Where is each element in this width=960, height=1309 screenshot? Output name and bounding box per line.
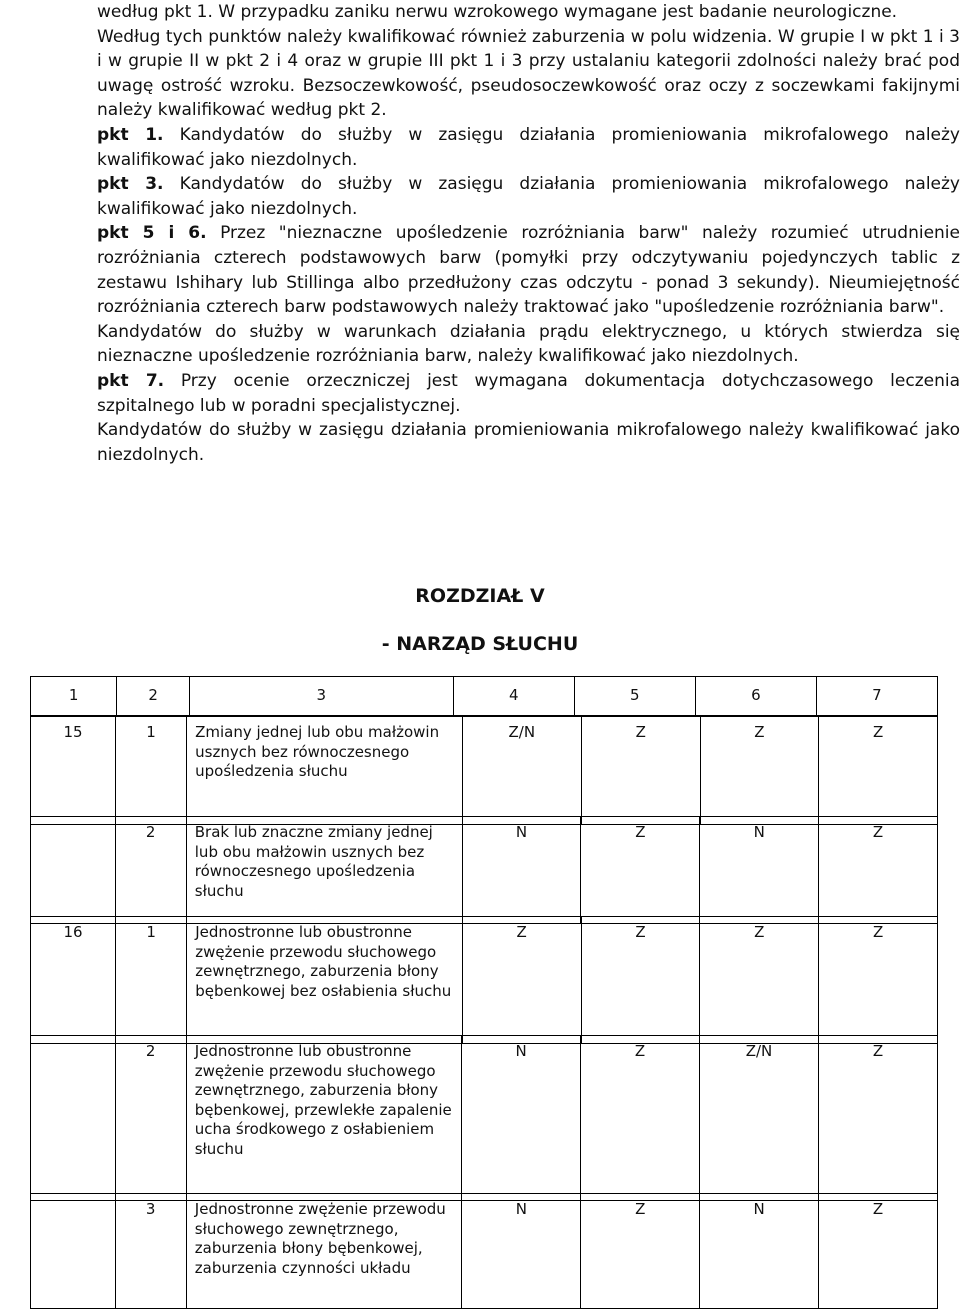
table-row	[30, 716, 938, 825]
paragraph: Kandydatów do służby w zasięgu działania promieniowania mikrofalowego należy kwalifikować jako niezdolnych.	[97, 420, 960, 465]
item-cell: 2	[115, 817, 186, 924]
header-cell: 1	[31, 677, 117, 716]
category-cell: N	[700, 1194, 819, 1309]
paragraph: pkt 7. Przy ocenie orzeczniczej jest wymagana dokumentacja dotychczasowego leczenia szpitalnego lub w poradni specjalistycznej.	[97, 370, 960, 416]
description-cell: Jednostronne zwężenie przewodu słuchowego zewnętrznego, zaburzenia błony bębenkowej, zaburzenia czynności układu	[186, 1194, 462, 1309]
item-cell: 3	[115, 1194, 186, 1309]
chapter-subtitle: - NARZĄD SŁUCHU	[381, 633, 579, 655]
header-cell: 5	[574, 677, 695, 716]
description-cell: Jednostronne lub obustronne zwężenie przewodu słuchowego zewnętrznego, zaburzenia błony bębenkowej, przewlekłe zapalenie ucha środkowego z osłabieniem słuchu	[186, 1036, 462, 1201]
category-cell: N	[700, 817, 819, 924]
category-cell: Z	[462, 917, 581, 1044]
group-cell	[31, 1036, 116, 1201]
category-cell: N	[462, 1194, 581, 1309]
header-cell: 4	[453, 677, 574, 716]
table-header	[30, 676, 938, 716]
category-cell: Z	[581, 917, 700, 1044]
header-cell: 6	[695, 677, 816, 716]
category-cell: Z	[819, 1194, 938, 1309]
description-cell: Jednostronne lub obustronne zwężenie przewodu słuchowego zewnętrznego, zaburzenia błony bębenkowej bez osłabienia słuchu	[187, 917, 463, 1044]
category-cell: Z	[819, 817, 938, 924]
header-cell: 2	[117, 677, 189, 716]
paragraph: pkt 1. Kandydatów do służby w zasięgu działania promieniowania mikrofalowego należy kwalifikować jako niezdolnych.	[97, 124, 960, 170]
header-cell: 7	[816, 677, 937, 716]
group-cell: 16	[31, 917, 116, 1044]
table-row	[30, 1035, 938, 1201]
document-body	[97, 0, 960, 467]
category-cell: Z	[700, 717, 819, 825]
category-cell: Z	[581, 1194, 700, 1309]
paragraph: pkt 5 i 6. Przez "nieznaczne upośledzenie rozróżniania barw" należy rozumieć utrudnienie rozróżniania czterech podstawowych barw (pomyłki przy odczytywaniu pojedynczych tablic z zestawu Ishihary lub Stillinga albo przedłużony czas odczytu - ponad 3 sekundy). Nieumiejętność rozróżniania czterech barw podstawowych należy traktować jako "upośledzenie rozróżniania barw".	[97, 223, 960, 318]
paragraph: Według tych punktów należy kwalifikować również zaburzenia w polu widzenia. W grupie I w pkt 1 i 3 i w grupie II w pkt 2 i 4 oraz w grupie III pkt 1 i 3 przy ustalaniu kategorii zdolności należy brać pod uwagę ostrość wzroku. Bezsoczewkowość, pseudosoczewkowość oraz oczy z soczewkami fakijnymi należy kwalifikować według pkt 2.	[97, 26, 960, 121]
item-cell: 1	[116, 717, 187, 825]
category-cell: Z	[819, 717, 938, 825]
category-cell: Z	[581, 1036, 700, 1201]
description-cell: Brak lub znaczne zmiany jednej lub obu małżowin usznych bez równoczesnego upośledzenia słuchu	[186, 817, 462, 924]
group-cell	[31, 1194, 116, 1309]
paragraph: pkt 3. Kandydatów do służby w zasięgu działania promieniowania mikrofalowego należy kwalifikować jako niezdolnych.	[97, 174, 960, 219]
category-cell: Z	[819, 1036, 938, 1201]
item-cell: 1	[116, 917, 187, 1044]
table-row	[30, 1193, 938, 1309]
chapter-title: ROZDZIAŁ V	[415, 585, 545, 607]
table-row	[30, 816, 938, 924]
item-cell: 2	[115, 1036, 186, 1201]
paragraph: Kandydatów do służby w warunkach działania prądu elektrycznego, u których stwierdza się nieznaczne upośledzenie rozróżniania barw, należy kwalifikować jako niezdolnych.	[97, 321, 960, 367]
category-cell: Z	[581, 817, 700, 924]
category-cell: Z/N	[699, 1036, 818, 1201]
category-cell: N	[462, 817, 581, 924]
paragraph: według pkt 1. W przypadku zaniku nerwu wzrokowego wymagane jest badanie neurologiczne.	[97, 2, 898, 22]
category-cell: Z	[581, 717, 700, 825]
category-cell: Z/N	[462, 717, 581, 825]
header-cell: 3	[189, 677, 453, 716]
group-cell: 15	[31, 717, 116, 825]
group-cell	[31, 817, 116, 924]
description-cell: Zmiany jednej lub obu małżowin usznych bez równoczesnego upośledzenia słuchu	[187, 717, 463, 825]
category-cell: N	[462, 1036, 581, 1201]
category-cell: Z	[819, 917, 938, 1044]
table-row	[30, 916, 938, 1044]
category-cell: Z	[700, 917, 819, 1044]
